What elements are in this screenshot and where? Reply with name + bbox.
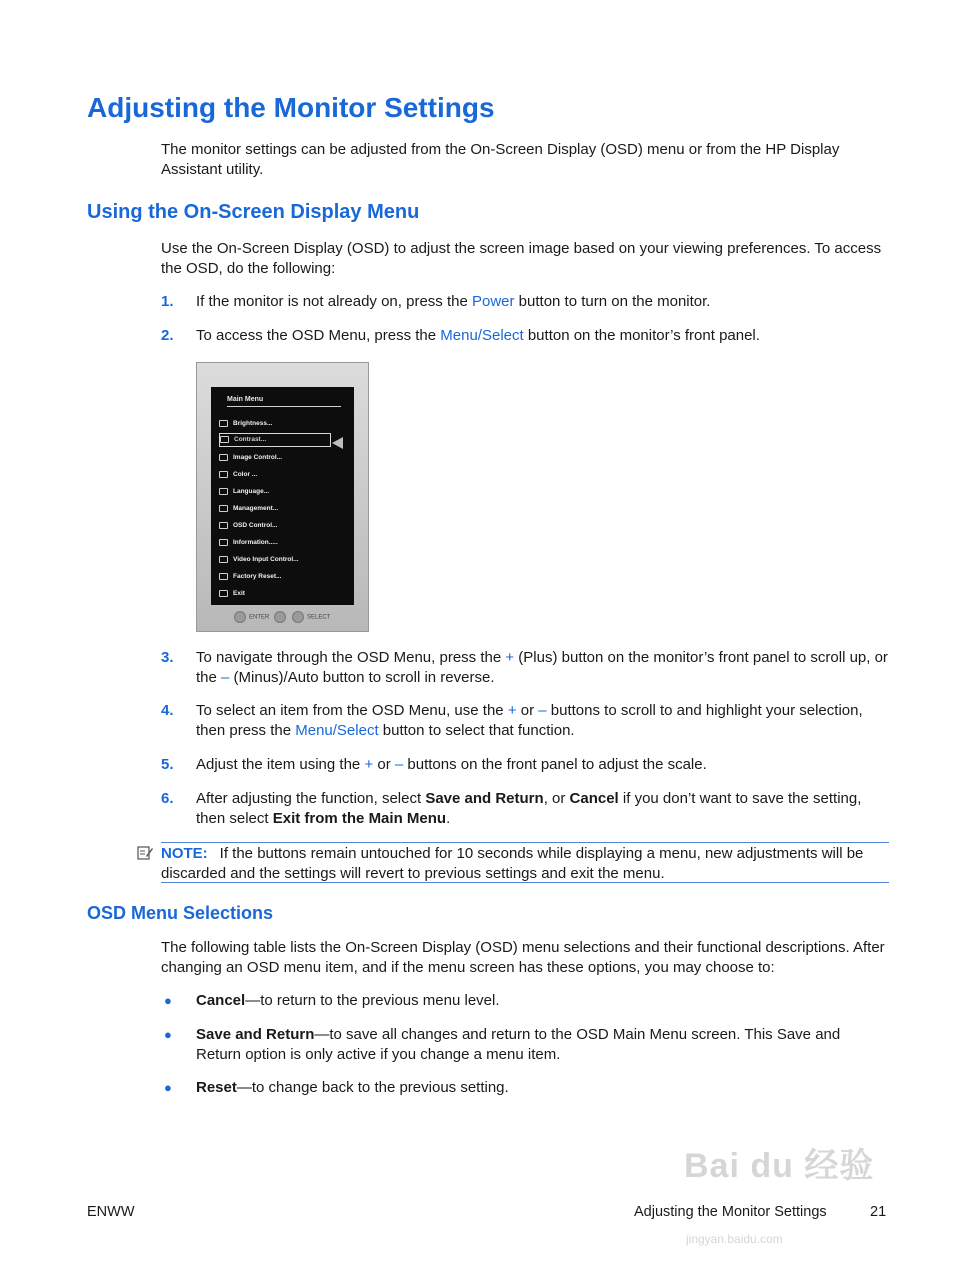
step-text: button on the monitor’s front panel.: [523, 327, 760, 344]
note-box: [161, 844, 889, 883]
osd-screen: [211, 387, 354, 605]
bullet-text: —to save all changes and return to the OSD Main Menu screen. This Save and Return option is only active if you change a menu item.: [196, 1026, 841, 1063]
brightness-icon: [219, 420, 228, 427]
osd-menu-item: Brightness...: [219, 417, 339, 431]
footer-left: ENWW: [87, 1204, 135, 1220]
step-item: 3. To navigate through the OSD Menu, press the + (Plus) button on the monitor’s front panel to scroll up, or the – (Minus)/Auto button to scroll in reverse.: [161, 649, 888, 686]
bullet-item: [161, 991, 889, 1011]
osd-menu-item: OSD Control...: [219, 519, 339, 533]
step-text: To access the OSD Menu, press the: [196, 327, 441, 344]
bullet-item: [161, 1078, 889, 1098]
bullet-icon: ●: [164, 1080, 172, 1095]
color-icon: [219, 471, 228, 478]
bullet-term: Reset: [196, 1079, 237, 1096]
step-number: 3.: [161, 649, 174, 666]
intro-paragraph: The monitor settings can be adjusted from the On-Screen Display (OSD) menu or from the HP Display Assistant utility.: [161, 141, 840, 178]
minus-button-icon: [274, 611, 286, 623]
osd-control-icon: [219, 522, 228, 529]
bullet-term: Save and Return: [196, 1026, 315, 1043]
minus-button-ref: –: [538, 702, 547, 719]
video-input-icon: [219, 556, 228, 563]
save-and-return-ref: Save and Return: [425, 790, 544, 807]
selections-intro-paragraph: The following table lists the On-Screen Display (OSD) menu selections and their functional descriptions. After changing an OSD menu item, and if the menu screen has these options, you may choose to:: [161, 939, 885, 976]
exit-icon: [219, 590, 228, 597]
factory-reset-icon: [219, 573, 228, 580]
note-top-rule: [161, 842, 889, 843]
osd-intro-paragraph: Use the On-Screen Display (OSD) to adjust the screen image based on your viewing preferences. To access the OSD, do the following:: [161, 240, 882, 277]
step-number: 1.: [161, 293, 174, 310]
bullet-text: —to return to the previous menu level.: [245, 992, 500, 1009]
bullet-icon: ●: [164, 1027, 172, 1042]
section-heading-osd: Using the On-Screen Display Menu: [87, 201, 420, 223]
osd-menu-item: Color ...: [219, 468, 339, 482]
osd-menu-item: Information.....: [219, 536, 339, 550]
osd-menu-item: Exit: [219, 587, 339, 601]
management-icon: [219, 505, 228, 512]
enter-label: ENTER: [249, 614, 270, 621]
osd-menu-item: Language...: [219, 485, 339, 499]
osd-menu-item: Image Control...: [219, 451, 339, 465]
osd-menu-item-selected: Contrast...: [219, 433, 331, 447]
step-item: [161, 292, 889, 312]
baidu-watermark-url: jingyan.baidu.com: [686, 1232, 783, 1246]
information-icon: [219, 539, 228, 546]
menu-select-button-ref: Menu/Select: [295, 721, 379, 739]
note-label: NOTE:: [161, 845, 208, 862]
language-icon: [219, 488, 228, 495]
page-title: Adjusting the Monitor Settings: [87, 92, 495, 123]
power-button-ref: Power: [471, 293, 515, 310]
step-number: 6.: [161, 790, 174, 807]
bullet-icon: ●: [164, 993, 172, 1008]
step-item: 4. To select an item from the OSD Menu, use the + or – buttons to scroll to and highlight your selection, then press the Menu/Select button to select that function.: [161, 702, 863, 739]
step-number: 5.: [161, 756, 174, 773]
minus-button-ref: –: [221, 668, 230, 686]
osd-menu-image: [196, 362, 369, 632]
note-text: If the buttons remain untouched for 10 seconds while displaying a menu, new adjustments will be discarded and the settings will revert to previous settings and exit the menu.: [161, 845, 864, 882]
step-number: 4.: [161, 702, 174, 719]
select-label: SELECT: [307, 614, 331, 621]
selection-arrow-icon: [332, 437, 343, 449]
osd-front-panel-buttons: [231, 611, 330, 623]
step-item: 5. Adjust the item using the + or – buttons on the front panel to adjust the scale.: [161, 756, 707, 773]
osd-divider: [227, 406, 341, 407]
exit-main-menu-ref: Exit from the Main Menu: [272, 809, 447, 827]
image-control-icon: [219, 454, 228, 461]
note-pencil-icon: [137, 845, 153, 861]
enter-button-icon: [234, 611, 246, 623]
osd-title: Main Menu: [227, 396, 264, 403]
menu-select-button-ref: Menu/Select: [440, 327, 524, 344]
section-heading-selections: OSD Menu Selections: [87, 903, 274, 923]
plus-button-ref: +: [505, 649, 515, 666]
osd-menu-item: Video Input Control...: [219, 553, 339, 567]
step-item: [161, 326, 889, 346]
step-item: 6. After adjusting the function, select Save and Return, or Cancel if you don’t want to save the setting, then select Exit from the Main Menu.: [161, 790, 862, 827]
plus-button-ref: +: [507, 702, 517, 719]
baidu-watermark: Bai du 经验: [684, 1147, 875, 1185]
osd-menu-item: Factory Reset...: [219, 570, 339, 584]
step-text: If the monitor is not already on, press the: [196, 293, 472, 310]
cancel-ref: Cancel: [569, 790, 619, 807]
page-number: 21: [870, 1204, 887, 1220]
plus-button-ref: +: [364, 756, 374, 773]
minus-button-ref: –: [394, 756, 404, 773]
note-bottom-rule: [161, 882, 889, 883]
bullet-term: Cancel: [196, 992, 246, 1009]
contrast-icon: [220, 436, 229, 443]
footer-title: Adjusting the Monitor Settings: [634, 1204, 827, 1220]
select-button-icon: [292, 611, 304, 623]
step-text: button to turn on the monitor.: [514, 293, 711, 310]
step-number: 2.: [161, 327, 174, 344]
bullet-text: —to change back to the previous setting.: [236, 1079, 509, 1096]
osd-menu-item: Management...: [219, 502, 339, 516]
bullet-item: [161, 1025, 889, 1064]
